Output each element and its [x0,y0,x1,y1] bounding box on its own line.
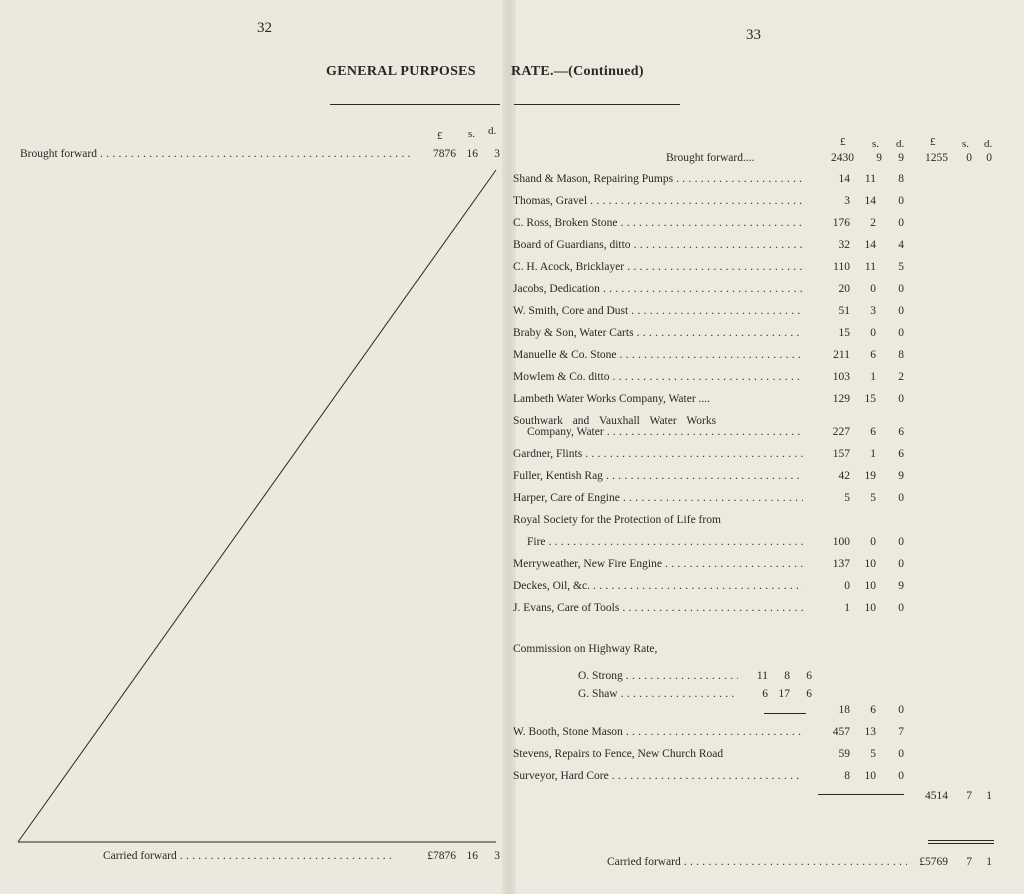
entry-shillings: 10 [864,580,876,592]
entry-pounds: 59 [838,748,850,760]
left-pounds-header: £ [437,130,443,142]
entry-shillings: 0 [870,536,876,548]
entry-shillings: 6 [870,349,876,361]
entry-pence: 0 [898,393,904,405]
right-carried-forward-shillings: 7 [966,856,972,868]
right-bf-col1-pence: 9 [898,152,904,164]
commission-total-pence: 0 [898,704,904,716]
entry-pence: 0 [898,305,904,317]
commission-line-label: O. Strong . . . [578,670,738,682]
entry-label: Manuelle & Co. Stone . . . [513,349,803,361]
entry-shillings: 11 [864,173,876,185]
commission-line-pounds: 6 [762,688,768,700]
left-brought-forward-label: Brought forward . . . [20,148,412,160]
entry-pounds: 3 [844,195,850,207]
heading-rule-right [514,104,680,105]
entry-pounds: 157 [832,448,850,460]
right-bf-col1-shillings: 9 [876,152,882,164]
entry-pence: 0 [898,217,904,229]
diagonal-line [18,170,496,842]
entry-pounds: 15 [838,327,850,339]
entry-shillings: 10 [864,770,876,782]
entry-label: W. Booth, Stone Mason . . . [513,726,803,738]
entry-label: Surveyor, Hard Core . . . [513,770,803,782]
right-bf-col2-pounds: 1255 [925,152,948,164]
entry-pounds: 1 [844,602,850,614]
entry-pounds: 8 [844,770,850,782]
right-col1-pounds-header: £ [840,136,846,148]
right-col2-pounds-header: £ [930,136,936,148]
left-pence-header: d. [488,125,497,137]
right-carried-forward-pence: 1 [986,856,992,868]
entry-shillings: 13 [864,726,876,738]
subtotal-shillings: 7 [966,790,972,802]
entry-pounds: 211 [833,349,850,361]
entry-pence: 2 [898,371,904,383]
entry-label: Gardner, Flints . . . [513,448,803,460]
carried-forward-rule-1 [928,840,994,841]
entry-label: Stevens, Repairs to Fence, New Church Road [513,748,724,760]
entry-label: Fuller, Kentish Rag . . . [513,470,803,482]
entry-shillings: 0 [870,283,876,295]
entry-label: Deckes, Oil, &c. . . . [513,580,803,592]
entry-label: Merryweather, New Fire Engine . . . [513,558,803,570]
entry-pence: 0 [898,492,904,504]
entry-pence: 6 [898,426,904,438]
right-carried-forward-label: Carried forward . . . [607,856,907,868]
entry-label: Lambeth Water Works Company, Water .... [513,393,711,405]
entry-label: Company, Water . . . [527,426,803,438]
entry-shillings: 6 [870,426,876,438]
entry-shillings: 1 [870,371,876,383]
commission-line-shillings: 17 [778,688,790,700]
right-col1-pence-header: d. [896,138,905,150]
commission-heading: Commission on Highway Rate, [513,643,658,655]
commission-line-pence: 6 [806,670,812,682]
entry-shillings: 19 [864,470,876,482]
right-page-number: 33 [746,27,761,43]
entry-pence: 0 [898,195,904,207]
commission-sum-rule [764,713,806,714]
right-col2-pence-header: d. [984,138,993,150]
carried-forward-rule-2 [928,843,994,844]
entry-pounds: 176 [832,217,850,229]
entry-pence: 0 [898,748,904,760]
entry-pounds: 14 [838,173,850,185]
entry-pounds: 129 [832,393,850,405]
entry-pounds: 137 [832,558,850,570]
entry-shillings: 1 [870,448,876,460]
entry-shillings: 11 [864,261,876,273]
entry-pence: 5 [898,261,904,273]
entry-label: Braby & Son, Water Carts . . . [513,327,803,339]
entry-label: Board of Guardians, ditto . . . [513,239,803,251]
left-carried-forward-pounds: £7876 [427,850,456,862]
entry-label: Royal Society for the Protection of Life from [513,514,721,526]
entry-label: W. Smith, Core and Dust . . . [513,305,803,317]
entry-pounds: 20 [838,283,850,295]
right-col1-shillings-header: s. [872,138,880,150]
entry-pounds: 227 [832,426,850,438]
entry-label: Jacobs, Dedication . . . [513,283,803,295]
left-brought-forward-pence: 3 [494,148,500,160]
entry-shillings: 0 [870,327,876,339]
subtotal-rule [818,794,904,795]
entry-label: C. H. Acock, Bricklayer . . . [513,261,803,273]
entry-shillings: 10 [864,602,876,614]
entry-pence: 7 [898,726,904,738]
entry-pence: 0 [898,327,904,339]
entry-shillings: 3 [870,305,876,317]
left-brought-forward-pounds: 7876 [433,148,456,160]
right-brought-forward-label: Brought forward.... [666,152,755,164]
left-page-number: 32 [257,20,272,36]
left-brought-forward-shillings: 16 [466,148,478,160]
entry-pounds: 457 [832,726,850,738]
entry-shillings: 14 [864,195,876,207]
entry-label: Southwark and Vauxhall Water Works [513,415,717,427]
entry-label: Thomas, Gravel . . . [513,195,803,207]
entry-label: Harper, Care of Engine . . . [513,492,803,504]
commission-line-label: G. Shaw . . . [578,688,738,700]
entry-pence: 9 [898,580,904,592]
entry-shillings: 10 [864,558,876,570]
commission-total-shillings: 6 [870,704,876,716]
entry-pence: 0 [898,558,904,570]
subtotal-pounds: 4514 [925,790,948,802]
entry-pounds: 100 [832,536,850,548]
entry-pounds: 32 [838,239,850,251]
right-bf-col2-pence: 0 [986,152,992,164]
entry-pence: 0 [898,536,904,548]
left-carried-forward-shillings: 16 [466,850,478,862]
commission-line-pence: 6 [806,688,812,700]
entry-label: Shand & Mason, Repairing Pumps . . . [513,173,803,185]
commission-line-pounds: 11 [756,670,768,682]
right-bf-col2-shillings: 0 [966,152,972,164]
entry-pence: 0 [898,602,904,614]
right-col2-shillings-header: s. [962,138,970,150]
entry-pence: 8 [898,349,904,361]
entry-shillings: 5 [870,492,876,504]
entry-label: Fire . . . [527,536,803,548]
right-bf-col1-pounds: 2430 [831,152,854,164]
entry-pence: 9 [898,470,904,482]
entry-label: Mowlem & Co. ditto . . . [513,371,803,383]
left-shillings-header: s. [468,128,476,140]
commission-total-pounds: 18 [838,704,850,716]
entry-pounds: 51 [838,305,850,317]
entry-pounds: 42 [838,470,850,482]
entry-pence: 0 [898,770,904,782]
right-carried-forward-pounds: £5769 [919,856,948,868]
left-carried-forward-pence: 3 [494,850,500,862]
entry-pence: 6 [898,448,904,460]
entry-pounds: 110 [833,261,850,273]
entry-pence: 8 [898,173,904,185]
entry-shillings: 15 [864,393,876,405]
left-carried-forward-label: Carried forward . . . [103,850,393,862]
entry-pounds: 103 [832,371,850,383]
subtotal-pence: 1 [986,790,992,802]
entry-pounds: 0 [844,580,850,592]
entry-label: C. Ross, Broken Stone . . . [513,217,803,229]
entry-shillings: 5 [870,748,876,760]
entry-pounds: 5 [844,492,850,504]
entry-shillings: 2 [870,217,876,229]
heading-right: RATE.—(Continued) [511,64,644,79]
heading-left: GENERAL PURPOSES [326,64,476,79]
left-cancellation-lines [0,0,508,894]
entry-pence: 4 [898,239,904,251]
entry-shillings: 14 [864,239,876,251]
entry-pence: 0 [898,283,904,295]
entry-label: J. Evans, Care of Tools . . . [513,602,803,614]
commission-line-shillings: 8 [784,670,790,682]
